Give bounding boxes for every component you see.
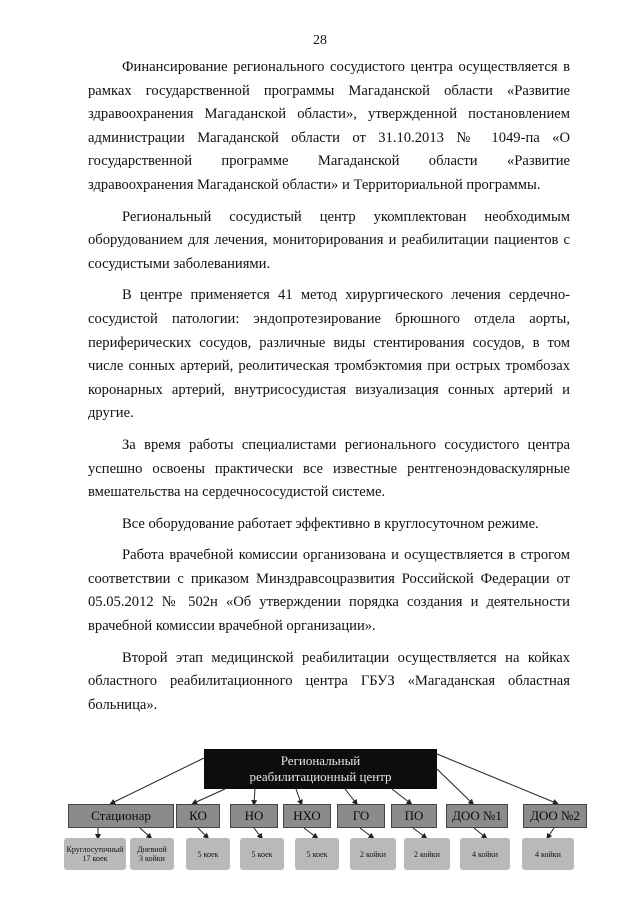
beds-day (130, 838, 174, 870)
unit-doo-2: ДОО №2 (523, 804, 587, 828)
paragraph-commission: Работа врачебной комиссии организована и осуществляется в строгом соответствии с приказом Минздравсоцразвития Российской Федерации от 05.05.2012 № 502н «Об утверждении порядка создания и деятельности врачебной комиссии врачебной организации». (88, 547, 570, 635)
paragraph-round-the-clock: Все оборудование работает эффективно в круглосуточном режиме. (122, 515, 539, 532)
beds-label: Дневной (137, 845, 167, 854)
beds-po (404, 838, 450, 870)
rehab-center-title-line2: реабилитационный центр (249, 769, 392, 784)
beds-count: 4 койки (472, 849, 498, 859)
rehab-center-title-line1: Региональный (280, 753, 361, 768)
beds-count: 5 коек (251, 849, 273, 859)
unit-doo-1: ДОО №1 (446, 804, 508, 828)
unit-ko: КО (176, 804, 220, 828)
paragraph-rehab-stage: Второй этап медицинской реабилитации осуществляется на койках областного реабилитационного центра ГБУЗ «Магаданская областная больница». (88, 649, 570, 713)
beds-count: 2 койки (414, 849, 440, 859)
beds-doo-1 (460, 838, 510, 870)
paragraph-financing: Финансирование регионального сосудистого центра осуществляется в рамках государственной программы Магаданской области «Развитие здравоохранения Магаданской области», утвержденной постановлением администрации Магаданской области от 31.10.2013 № 1049-па «О государственной программе Магаданской области «Развитие здравоохранения Магаданской области» и Территориальной программы. (88, 59, 570, 193)
beds-count: 17 коек (82, 854, 108, 863)
page-number: 28 (313, 33, 327, 48)
paragraph-interventions: За время работы специалистами регионального сосудистого центра успешно освоены практически все известные рентгеноэндоваскулярные вмешательства на сердечнососудистой системе. (88, 436, 570, 501)
unit-go: ГО (337, 804, 385, 828)
document-body (88, 56, 570, 725)
paragraph-equipment: Региональный сосудистый центр укомплектован необходимым оборудованием для лечения, мониторирования и реабилитации пациентов с сосудистыми заболеваниями. (88, 208, 570, 272)
beds-count: 3 койки (139, 854, 165, 863)
beds-go (350, 838, 396, 870)
beds-count: 5 коек (306, 849, 328, 859)
beds-ko (186, 838, 230, 870)
beds-label: Круглосуточный (66, 845, 124, 854)
beds-nho (295, 838, 339, 870)
paragraph-methods: В центре применяется 41 метод хирургического лечения сердечно-сосудистой патологии: эндопротезирование брюшного отдела аорты, периферических сосудов, различные виды стентирования сосудов, в том числе сонных артерий, реолитическая тромбэктомия при острых тромбозах коронарных артерий, внутрисосудистая визуализация сонных артерий и другие. (88, 287, 570, 422)
rehab-center-box (204, 749, 437, 789)
beds-count: 5 коек (197, 849, 219, 859)
beds-round-the-clock (64, 838, 126, 870)
org-diagram (0, 742, 640, 882)
unit-nho: НХО (283, 804, 331, 828)
beds-doo-2 (522, 838, 574, 870)
unit-no: НО (230, 804, 278, 828)
beds-count: 2 койки (360, 849, 386, 859)
beds-no (240, 838, 284, 870)
beds-count: 4 койки (535, 849, 561, 859)
unit-hospital: Стационар (68, 804, 174, 828)
unit-po: ПО (391, 804, 437, 828)
